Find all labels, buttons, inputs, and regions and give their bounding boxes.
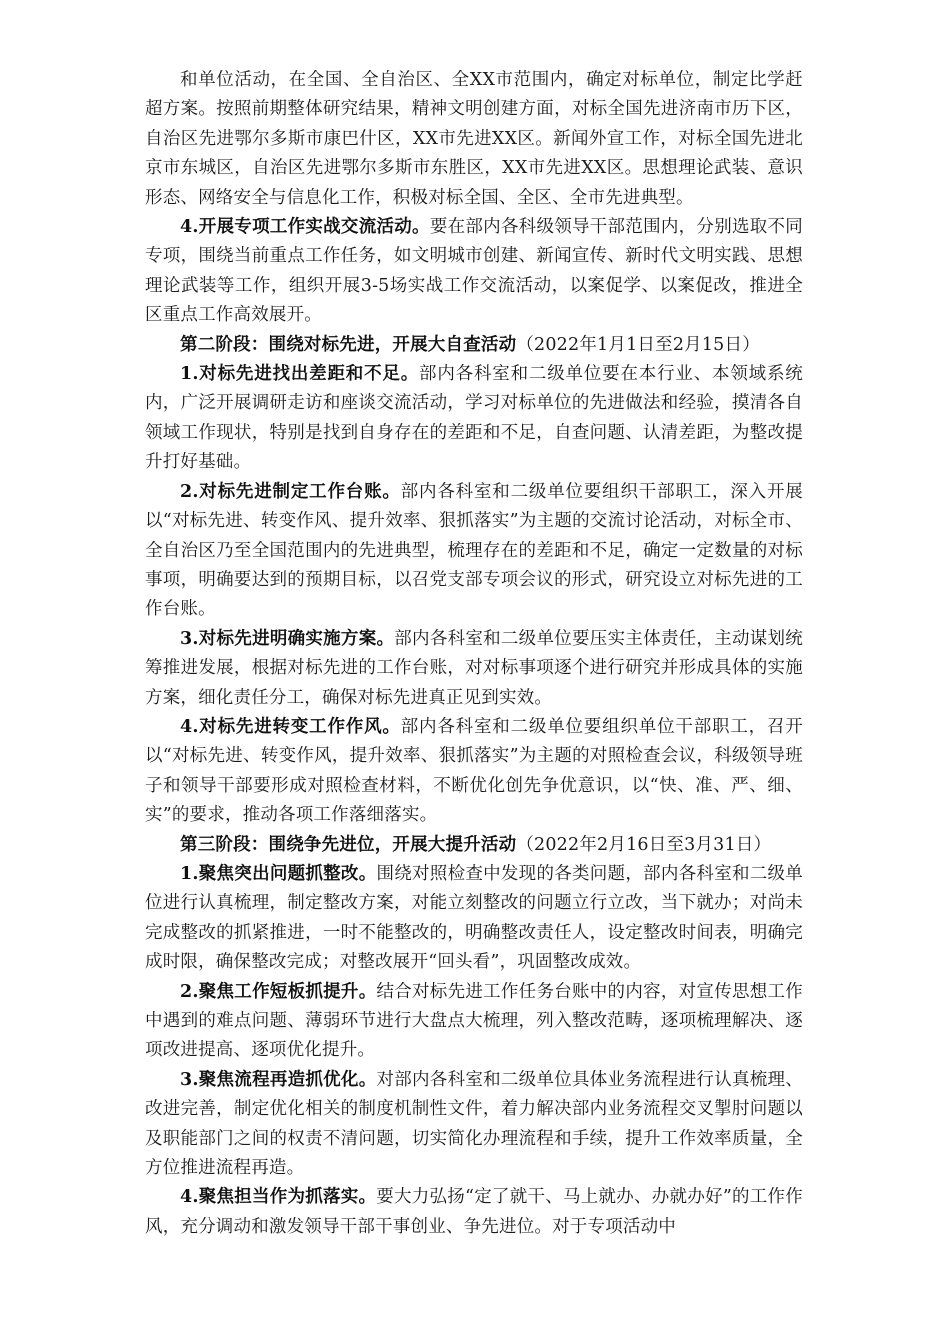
stage-two-heading bbox=[145, 331, 803, 360]
paragraph-text: 部内各科室和二级单位要在本行业、本领域系统内，广泛开展调研走访和座谈交流活动，学习对标单位的先进做法和经验，摸清各自领域工作现状，特别是找到自身存在的差距和不足，自查问题、认清差距，为整改提升打好基础。 bbox=[145, 364, 803, 473]
stage-title: 第二阶段：围绕对标先进，开展大自查活动 bbox=[180, 334, 517, 355]
paragraph-lead: 3.聚焦流程再造抓优化。 bbox=[180, 1069, 377, 1090]
paragraph-text: 结合对标先进工作任务台账中的内容，对宣传思想工作中遇到的难点问题、薄弱环节进行大盘点大梳理，列入整改范畴，逐项梳理解决、逐项改进提高、逐项优化提升。 bbox=[145, 981, 803, 1061]
paragraph-lead: 1.对标先进找出差距和不足。 bbox=[180, 364, 420, 385]
paragraph-item-4-exchange bbox=[145, 213, 803, 331]
paragraph-lead: 3.对标先进明确实施方案。 bbox=[180, 628, 395, 649]
paragraph-text: 和单位活动，在全国、全自治区、全XX市范围内，确定对标单位，制定比学赶超方案。按照前期整体研究结果，精神文明创建方面，对标全国先进济南市历下区，自治区先进鄂尔多斯市康巴什区，XX市先进XX区。新闻外宣工作，对标全国先进北京市东城区，自治区先进鄂尔多斯市东胜区，XX市先进XX区。思想理论武装、意识形态、网络安全与信息化工作，积极对标全国、全区、全市先进典型。 bbox=[145, 70, 803, 208]
paragraph-stage2-item-1 bbox=[145, 360, 803, 478]
stage-dates: （2022年2月16日至3月31日） bbox=[516, 834, 772, 855]
paragraph-stage3-item-1 bbox=[145, 860, 803, 978]
paragraph-text: 对部内各科室和二级单位具体业务流程进行认真梳理、改进完善，制定优化相关的制度机制性文件，着力解决部内业务流程交叉掣肘问题以及职能部门之间的权责不清问题，切实简化办理流程和手续，提升工作效率质量，全方位推进流程再造。 bbox=[145, 1069, 803, 1179]
paragraph-text: 部内各科室和二级单位要组织单位干部职工，召开以“对标先进、转变作风，提升效率、狠抓落实”为主题的对照检查会议，科级领导班子和领导干部要形成对照检查材料，不断优化创先争优意识，以“快、准、严、细、实”的要求，推动各项工作落细落实。 bbox=[145, 716, 803, 826]
paragraph-text: 部内各科室和二级单位要组织干部职工，深入开展以“对标先进、转变作风、提升效率、狠抓落实”为主题的交流讨论活动，对标全市、全自治区乃至全国范围内的先进典型，梳理存在的差距和不足，确定一定数量的对标事项，明确要达到的预期目标，以召党支部专项会议的形式，研究设立对标先进的工作台账。 bbox=[145, 481, 803, 620]
paragraph-text: 要大力弘扬“定了就干、马上就办、办就办好”的工作作风，充分调动和激发领导干部干事创业、争先进位。对于专项活动中 bbox=[145, 1187, 803, 1237]
document-body bbox=[145, 66, 803, 1242]
paragraph-text: 要在部内各科级领导干部范围内，分别选取不同专项，围绕当前重点工作任务，如文明城市创建、新闻宣传、新时代文明实践、思想理论武装等工作，组织开展3-5场实战工作交流活动，以案促学、以案促改，推进全区重点工作高效展开。 bbox=[145, 217, 803, 326]
paragraph-lead: 4.对标先进转变工作作风。 bbox=[180, 716, 401, 737]
paragraph-text: 部内各科室和二级单位要压实主体责任，主动谋划统筹推进发展，根据对标先进的工作台账，对对标事项逐个进行研究并形成具体的实施方案，细化责任分工，确保对标先进真正见到实效。 bbox=[145, 628, 803, 708]
paragraph-lead: 1.聚焦突出问题抓整改。 bbox=[180, 863, 377, 884]
paragraph-stage3-item-3 bbox=[145, 1066, 803, 1184]
paragraph-benchmark-selection bbox=[145, 66, 803, 213]
stage-title: 第三阶段：围绕争先进位，开展大提升活动 bbox=[180, 834, 517, 855]
stage-three-heading bbox=[145, 831, 803, 860]
paragraph-lead: 2.聚焦工作短板抓提升。 bbox=[180, 981, 377, 1002]
paragraph-stage2-item-2 bbox=[145, 478, 803, 625]
paragraph-stage3-item-2 bbox=[145, 978, 803, 1066]
paragraph-lead: 4.聚焦担当作为抓落实。 bbox=[180, 1187, 377, 1208]
paragraph-text: 围绕对照检查中发现的各类问题，部内各科室和二级单位进行认真梳理，制定整改方案，对能立刻整改的问题立行立改，当下就办；对尚未完成整改的抓紧推进，一时不能整改的，明确整改责任人，设定整改时间表，明确完成时限，确保整改完成；对整改展开“回头看”，巩固整改成效。 bbox=[145, 863, 803, 973]
paragraph-stage2-item-4 bbox=[145, 713, 803, 831]
paragraph-lead: 4.开展专项工作实战交流活动。 bbox=[180, 217, 430, 238]
stage-dates: （2022年1月1日至2月15日） bbox=[516, 334, 760, 355]
paragraph-lead: 2.对标先进制定工作台账。 bbox=[180, 481, 401, 502]
paragraph-stage2-item-3 bbox=[145, 625, 803, 713]
paragraph-stage3-item-4 bbox=[145, 1183, 803, 1242]
